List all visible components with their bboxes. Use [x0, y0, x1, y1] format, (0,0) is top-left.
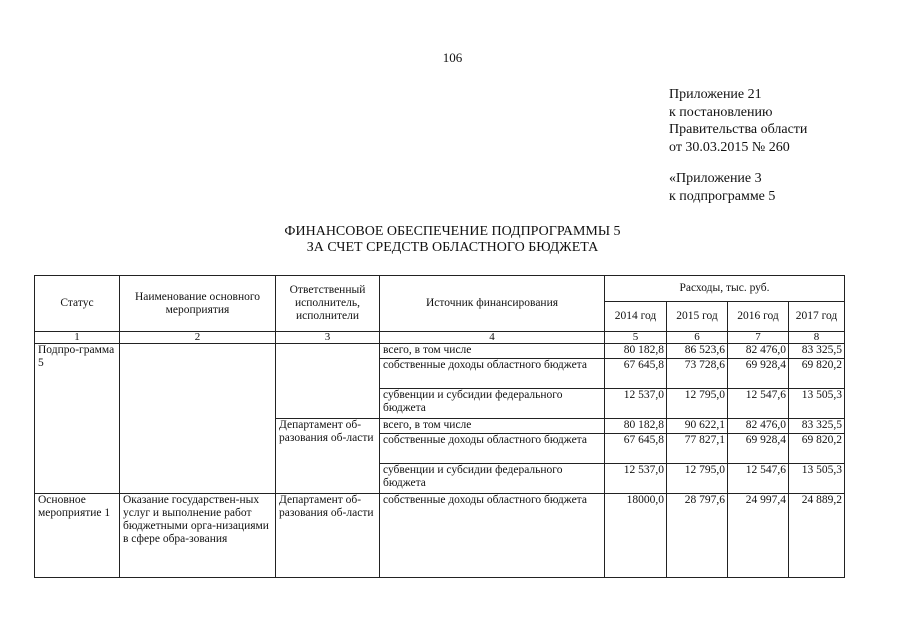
value-2016: 82 476,0 [728, 344, 789, 359]
appendix-line: Правительства области [669, 122, 808, 137]
executor-cell: Департамент об-разования об-ласти [276, 419, 380, 494]
value-2014: 80 182,8 [605, 344, 667, 359]
value-2014: 18000,0 [605, 494, 667, 578]
header-year-2014: 2014 год [605, 302, 667, 332]
appendix-line: к подпрограмме 5 [669, 188, 776, 204]
header-source: Источник финансирования [380, 276, 605, 332]
column-number: 6 [667, 332, 728, 344]
column-number: 3 [276, 332, 380, 344]
value-2014: 67 645,8 [605, 359, 667, 389]
column-number: 2 [120, 332, 276, 344]
source-cell: субвенции и субсидии федерального бюджета [380, 464, 605, 494]
column-number: 1 [35, 332, 120, 344]
column-number: 8 [789, 332, 845, 344]
header-year-2016: 2016 год [728, 302, 789, 332]
column-number: 7 [728, 332, 789, 344]
value-2015: 90 622,1 [667, 419, 728, 434]
title-line: ФИНАНСОВОЕ ОБЕСПЕЧЕНИЕ ПОДПРОГРАММЫ 5 [284, 224, 621, 239]
value-2015: 28 797,6 [667, 494, 728, 578]
column-number: 5 [605, 332, 667, 344]
appendix-block [669, 86, 807, 205]
appendix-line: к постановлению [669, 104, 773, 120]
header-executor: Ответственный исполнитель, исполнители [276, 276, 380, 332]
executor-cell [276, 344, 380, 419]
value-2016: 24 997,4 [728, 494, 789, 578]
value-2016: 69 928,4 [728, 434, 789, 464]
header-year-2015: 2015 год [667, 302, 728, 332]
appendix-line: Приложение 21 [669, 87, 762, 102]
value-2014: 80 182,8 [605, 419, 667, 434]
name-cell: Оказание государствен-ных услуг и выполнение работ бюджетными орга-низациями в сфере обра-зования [120, 494, 276, 578]
financing-table [34, 275, 845, 578]
source-cell: субвенции и субсидии федерального бюджета [380, 389, 605, 419]
value-2017: 69 820,2 [789, 359, 845, 389]
header-year-2017: 2017 год [789, 302, 845, 332]
header-expenses: Расходы, тыс. руб. [605, 276, 845, 302]
value-2017: 69 820,2 [789, 434, 845, 464]
value-2017: 13 505,3 [789, 464, 845, 494]
page-number: 106 [442, 50, 463, 65]
value-2016: 12 547,6 [728, 389, 789, 419]
value-2016: 82 476,0 [728, 419, 789, 434]
value-2017: 24 889,2 [789, 494, 845, 578]
source-cell: собственные доходы областного бюджета [380, 434, 605, 464]
status-cell: Подпро-грамма 5 [35, 344, 120, 494]
name-cell [120, 344, 276, 494]
value-2017: 83 325,5 [789, 344, 845, 359]
value-2017: 13 505,3 [789, 389, 845, 419]
appendix-line: «Приложение 3 [669, 171, 762, 186]
appendix-line: от 30.03.2015 № 260 [669, 139, 790, 155]
value-2015: 77 827,1 [667, 434, 728, 464]
document-title [0, 224, 905, 256]
source-cell: собственные доходы областного бюджета [380, 494, 605, 578]
source-cell: собственные доходы областного бюджета [380, 359, 605, 389]
header-status: Статус [35, 276, 120, 332]
value-2016: 12 547,6 [728, 464, 789, 494]
title-line: ЗА СЧЕТ СРЕДСТВ ОБЛАСТНОГО БЮДЖЕТА [306, 240, 599, 255]
value-2016: 69 928,4 [728, 359, 789, 389]
value-2015: 12 795,0 [667, 389, 728, 419]
value-2014: 67 645,8 [605, 434, 667, 464]
header-name: Наименование основного мероприятия [120, 276, 276, 332]
column-number: 4 [380, 332, 605, 344]
source-cell: всего, в том числе [380, 419, 605, 434]
executor-cell: Департамент об-разования об-ласти [276, 494, 380, 578]
value-2014: 12 537,0 [605, 464, 667, 494]
value-2014: 12 537,0 [605, 389, 667, 419]
value-2015: 12 795,0 [667, 464, 728, 494]
source-cell: всего, в том числе [380, 344, 605, 359]
value-2015: 86 523,6 [667, 344, 728, 359]
value-2017: 83 325,5 [789, 419, 845, 434]
status-cell: Основное мероприятие 1 [35, 494, 120, 578]
value-2015: 73 728,6 [667, 359, 728, 389]
